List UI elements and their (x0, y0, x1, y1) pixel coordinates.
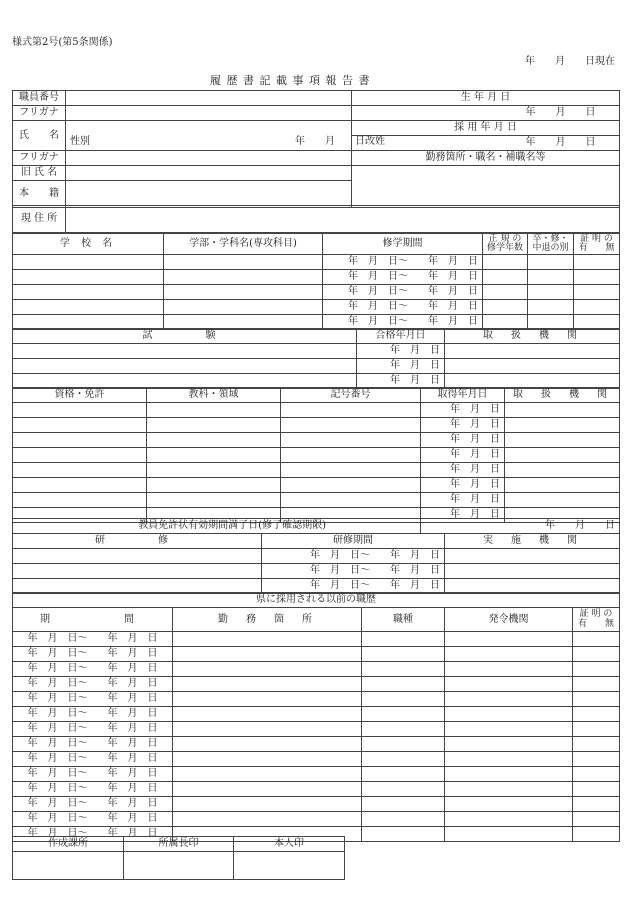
domicile-field[interactable] (66, 181, 352, 208)
acquired-date-cell[interactable]: 年 月 日 (421, 463, 505, 478)
career-row (13, 647, 620, 662)
license-number-header: 記号番号 (281, 388, 421, 403)
as-of-date: 年 月 日現在 (525, 56, 615, 67)
address-field[interactable] (66, 206, 620, 233)
career-period-cell[interactable]: 年 月 日〜 年 月 日 (13, 647, 173, 662)
pass-date-cell[interactable]: 年 月 日 (357, 344, 445, 359)
acquired-date-header: 取得年月日 (421, 388, 505, 403)
training-row (13, 549, 620, 564)
personal-seal-field[interactable] (234, 852, 345, 880)
workplace-label: 勤務箇所・職名・補職名等 (352, 151, 620, 166)
career-period-cell[interactable]: 年 月 日〜 年 月 日 (13, 812, 173, 827)
career-period-cell[interactable]: 年 月 日〜 年 月 日 (13, 677, 173, 692)
career-row (13, 722, 620, 737)
career-row (13, 782, 620, 797)
career-row (13, 752, 620, 767)
career-period-cell[interactable]: 年 月 日〜 年 月 日 (13, 707, 173, 722)
acquired-date-cell[interactable]: 年 月 日 (421, 508, 505, 523)
training-period-header: 研修期間 (262, 534, 445, 549)
old-name-field[interactable] (66, 166, 352, 181)
personal-info-table (12, 90, 620, 208)
employee-no-label: 職員番号 (13, 91, 66, 106)
pass-date-cell[interactable]: 年 月 日 (357, 374, 445, 389)
career-row (13, 662, 620, 677)
license-expiry-value[interactable]: 年 月 日 (421, 519, 620, 534)
career-period-cell[interactable]: 年 月 日〜 年 月 日 (13, 797, 173, 812)
career-row (13, 812, 620, 827)
career-period-cell[interactable]: 年 月 日〜 年 月 日 (13, 632, 173, 647)
exams-table (12, 328, 620, 389)
exam-header: 試 験 (13, 329, 357, 344)
career-row (13, 692, 620, 707)
exam-row (13, 359, 620, 374)
career-period-cell[interactable]: 年 月 日〜 年 月 日 (13, 737, 173, 752)
study-period-cell[interactable]: 年 月 日〜 年 月 日 (323, 270, 483, 285)
hire-value[interactable]: 年 月 日 (352, 136, 620, 151)
acquired-date-cell[interactable]: 年 月 日 (421, 403, 505, 418)
career-period-cell[interactable]: 年 月 日〜 年 月 日 (13, 692, 173, 707)
birth-value[interactable]: 年 月 日 (352, 106, 620, 121)
license-header: 資格・免許 (13, 388, 147, 403)
name-label: 氏 名 (13, 121, 66, 151)
career-job-type-header: 職種 (362, 608, 445, 632)
career-period-header: 期 間 (13, 608, 173, 632)
license-expiry-label: 教員免許状有効期間満了日(修了確認期限) (13, 519, 421, 534)
career-workplace-header: 勤 務 箇 所 (173, 608, 362, 632)
old-furigana-field[interactable] (66, 151, 352, 166)
address-label: 現 住 所 (13, 206, 66, 233)
study-period-cell[interactable]: 年 月 日〜 年 月 日 (323, 315, 483, 330)
supervisor-seal-field[interactable] (124, 852, 234, 880)
exam-authority-header: 取 扱 機 関 (445, 329, 620, 344)
career-row (13, 632, 620, 647)
education-row (13, 270, 620, 285)
education-table (12, 233, 620, 330)
career-row (13, 677, 620, 692)
career-row (13, 767, 620, 782)
career-period-cell[interactable]: 年 月 日〜 年 月 日 (13, 782, 173, 797)
training-period-cell[interactable]: 年 月 日〜 年 月 日 (262, 579, 445, 594)
birth-label: 生 年 月 日 (352, 91, 620, 106)
study-period-header: 修学期間 (323, 234, 483, 255)
school-name-header: 学 校 名 (13, 234, 164, 255)
stamps-table (12, 836, 345, 880)
pass-date-cell[interactable]: 年 月 日 (357, 359, 445, 374)
career-row (13, 707, 620, 722)
career-authority-header: 発令機関 (445, 608, 573, 632)
pass-date-header: 合格年月日 (357, 329, 445, 344)
license-row (13, 448, 620, 463)
form-number: 様式第2号(第5条関係) (12, 37, 113, 48)
acquired-date-cell[interactable]: 年 月 日 (421, 433, 505, 448)
hire-label: 採 用 年 月 日 (352, 121, 620, 136)
faculty-header: 学部・学科名(専攻科目) (164, 234, 323, 255)
workplace-field[interactable] (352, 166, 620, 208)
acquired-date-cell[interactable]: 年 月 日 (421, 448, 505, 463)
study-period-cell[interactable]: 年 月 日〜 年 月 日 (323, 255, 483, 270)
education-row (13, 300, 620, 315)
acquired-date-cell[interactable]: 年 月 日 (421, 418, 505, 433)
training-period-cell[interactable]: 年 月 日〜 年 月 日 (262, 564, 445, 579)
education-row (13, 255, 620, 270)
career-row (13, 737, 620, 752)
certificate-header: 証 明 の 有 無 (574, 234, 620, 255)
subject-header: 教科・領域 (147, 388, 281, 403)
career-period-cell[interactable]: 年 月 日〜 年 月 日 (13, 827, 173, 842)
training-table (12, 533, 620, 594)
supervisor-seal-header: 所属長印 (124, 837, 234, 852)
furigana-label: フリガナ (13, 106, 66, 121)
license-row (13, 478, 620, 493)
career-period-cell[interactable]: 年 月 日〜 年 月 日 (13, 767, 173, 782)
study-period-cell[interactable]: 年 月 日〜 年 月 日 (323, 285, 483, 300)
career-period-cell[interactable]: 年 月 日〜 年 月 日 (13, 752, 173, 767)
license-row (13, 418, 620, 433)
name-field[interactable] (66, 121, 385, 151)
license-row (13, 403, 620, 418)
career-certificate-header: 証 明 の 有 無 (573, 608, 620, 632)
career-period-cell[interactable]: 年 月 日〜 年 月 日 (13, 662, 173, 677)
exam-row (13, 344, 620, 359)
license-row (13, 433, 620, 448)
training-row (13, 564, 620, 579)
study-years-header: 正 規 の 修学年数 (483, 234, 528, 255)
license-row (13, 493, 620, 508)
graduation-status-header: 卒・修・ 中退の別 (528, 234, 574, 255)
personal-seal-header: 本人印 (234, 837, 345, 852)
acquired-date-cell[interactable]: 年 月 日 (421, 493, 505, 508)
license-row (13, 463, 620, 478)
address-table (12, 205, 620, 233)
training-header: 研 修 (13, 534, 262, 549)
career-period-cell[interactable]: 年 月 日〜 年 月 日 (13, 722, 173, 737)
domicile-label: 本 籍 (13, 181, 66, 208)
acquired-date-cell[interactable]: 年 月 日 (421, 478, 505, 493)
license-expiry-table (12, 518, 620, 534)
licenses-table (12, 387, 620, 523)
training-period-cell[interactable]: 年 月 日〜 年 月 日 (262, 549, 445, 564)
gender-label: 性別 (70, 136, 90, 147)
furigana-field[interactable] (66, 106, 352, 121)
old-furigana-label: フリガナ (13, 151, 66, 166)
career-row (13, 797, 620, 812)
training-institution-header: 実 施 機 関 (445, 534, 620, 549)
prior-career-table (12, 592, 620, 842)
license-authority-header: 取 扱 機 関 (505, 388, 620, 403)
name-change-date: 年 月 日改姓 (295, 136, 385, 147)
employee-no-field[interactable] (66, 91, 352, 106)
prior-career-title: 県に採用される以前の職歴 (13, 593, 620, 608)
creating-office-header: 作成課所 (13, 837, 124, 852)
page-title: 履 歴 書 記 載 事 項 報 告 書 (210, 74, 371, 87)
study-period-cell[interactable]: 年 月 日〜 年 月 日 (323, 300, 483, 315)
old-name-label: 旧 氏 名 (13, 166, 66, 181)
creating-office-field[interactable] (13, 852, 124, 880)
education-row (13, 285, 620, 300)
